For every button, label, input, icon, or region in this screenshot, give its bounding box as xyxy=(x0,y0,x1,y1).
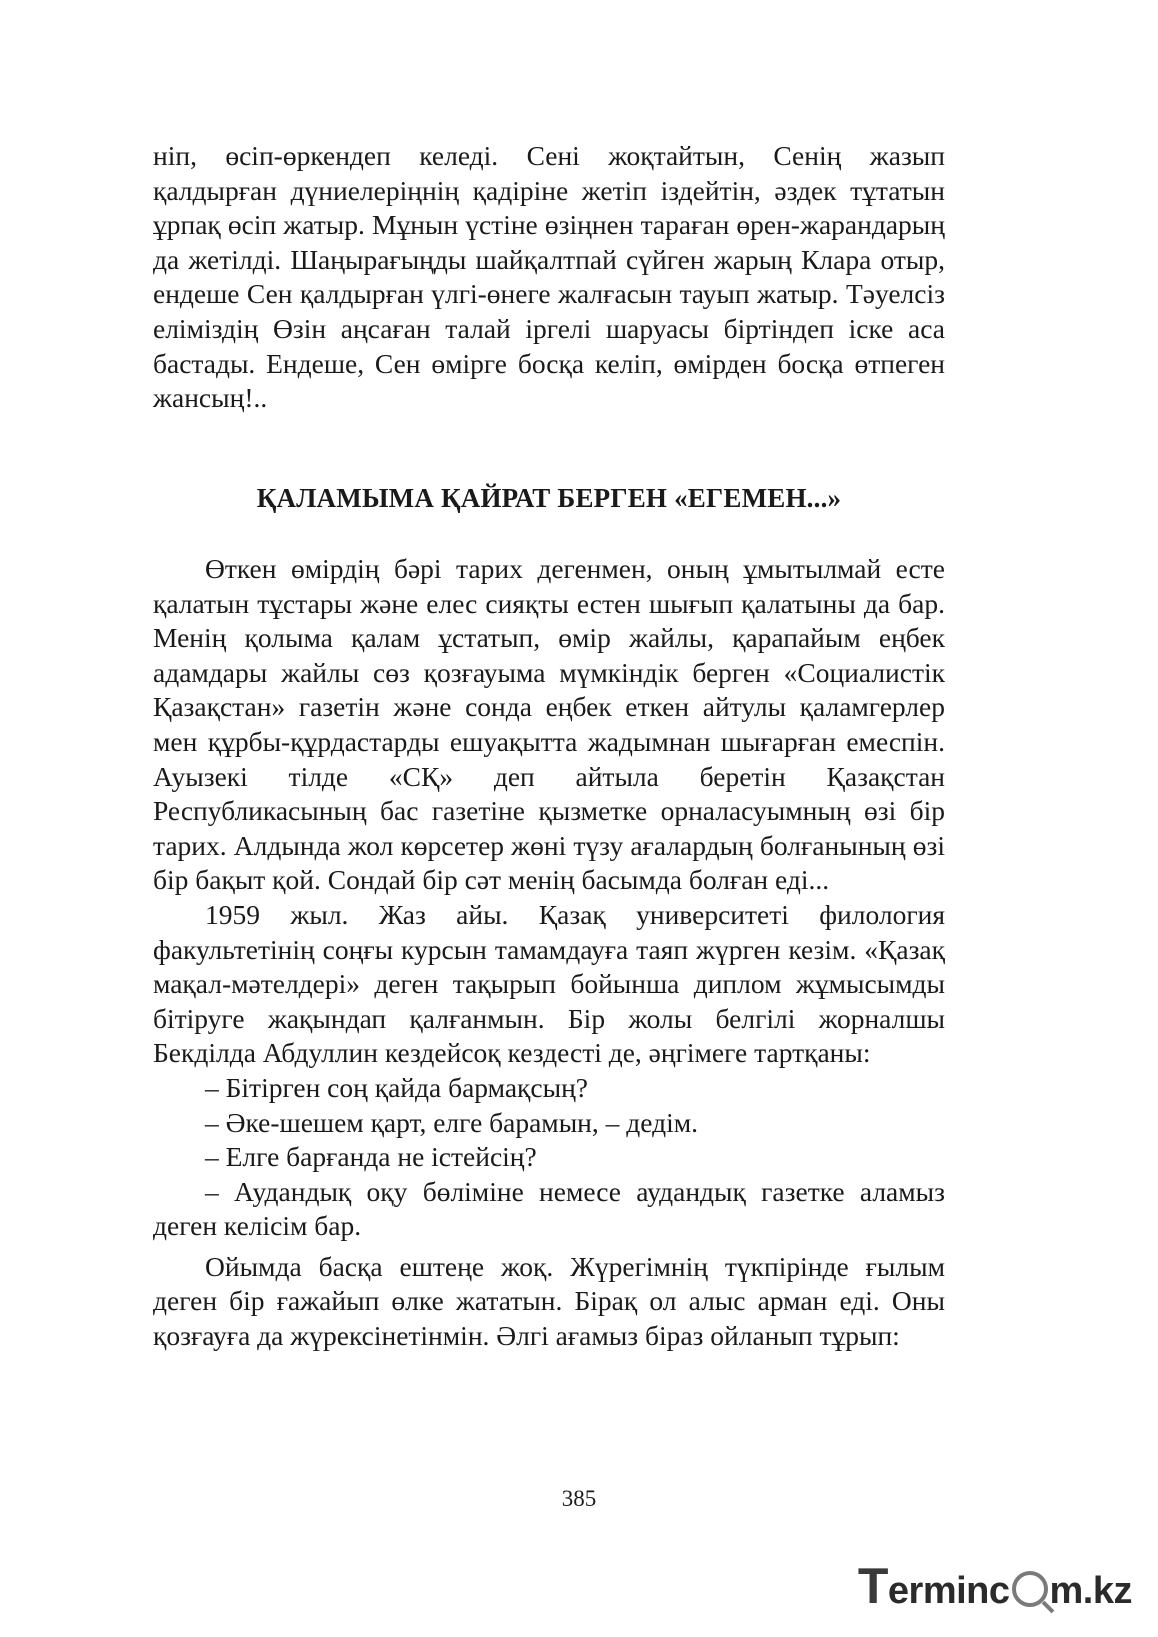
site-watermark xyxy=(858,1557,1132,1615)
dialogue-line-4: – Аудандық оқу бөліміне немесе аудандық газетке аламыз деген келісім бар. xyxy=(153,1175,945,1242)
page-number: 385 xyxy=(561,1486,597,1511)
dialogue-line-2: – Әке-шешем қарт, елге барамын, – дедім. xyxy=(205,1106,699,1138)
watermark-middle: erminc xyxy=(887,1570,1010,1612)
body-paragraph-3: Ойымда басқа ештеңе жоқ. Жүрегімнің түкпірінде ғылым деген бір ғажайып өлке жататын. Бірақ ол алыс арман еді. Оны қозғауға да жүрексінетінмін. Әлгі ағамыз біраз ойланып тұрып: xyxy=(153,1250,945,1352)
watermark-suffix: m.kz xyxy=(1049,1570,1132,1612)
section-body xyxy=(153,552,945,1354)
continued-paragraph: ніп, өсіп-өркендеп келеді. Сені жоқтайтын, Сенің жазып қалдырған дүниелеріңнің қадіріне жетіп іздейтін, әздек тұтатын ұрпақ өсіп жатыр. Мұнын үстіне өзіңнен тараған өрен-жарандарың да жетілді. Шаңырағыңды шайқалтпай сүйген жарың Клара отыр, ендеше Сен қалдырған үлгі-өнеге жалғасын тауып жатыр. Тәуелсіз еліміздің Өзін аңсаған талай іргелі шаруасы біртіндеп іске аса бастады. Ендеше, Сен өмірге босқа келіп, өмірден босқа өтпеген жансың!.. xyxy=(153,140,945,414)
body-paragraph-2: 1959 жыл. Жаз айы. Қазақ университеті филология факультетінің соңғы курсын тамамдауға таяп жүрген кезім. «Қазақ мақал-мәтелдері» деген тақырып бойынша диплом жұмысымды бітіруге жақындап қалғанмын. Бір жолы белгілі жорналшы Бекділда Абдуллин кездейсоқ кездесті де, әңгімеге тартқаны: xyxy=(153,898,945,1069)
watermark-initial: T xyxy=(857,1558,888,1614)
continued-paragraph-block xyxy=(153,139,945,416)
dialogue-line-1: – Бітірген соң қайда бармақсың? xyxy=(205,1071,588,1103)
dialogue-line-3: – Елге барғанда не істейсің? xyxy=(205,1141,537,1173)
body-paragraph-1: Өткен өмірдің бәрі тарих дегенмен, оның ұмытылмай есте қалатын тұстары және елес сияқты естен шығып қалатыны да бар. Менің қолыма қалам ұстатып, өмір жайлы, қарапайым еңбек адамдары жайлы сөз қозғауыма мүмкіндік берген «Социалистік Қазақстан» газетін және сонда еңбек еткен айтулы қаламгерлер мен құрбы-құрдастарды ешуақытта жадымнан шығарған емеспін. Ауызекі тілде «СҚ» деп айтыла беретін Қазақстан Республикасының бас газетіне қызметке орналасуымның өзі бір тарих. Алдында жол көрсетер жөні түзу ағалардың болғанының өзі бір бақыт қой. Сондай бір сәт менің басымда болған еді... xyxy=(153,553,945,896)
section-heading: ҚАЛАМЫМА ҚАЙРАТ БЕРГЕН «ЕГЕМЕН...» xyxy=(256,483,842,513)
magnifier-icon xyxy=(1012,1571,1048,1607)
